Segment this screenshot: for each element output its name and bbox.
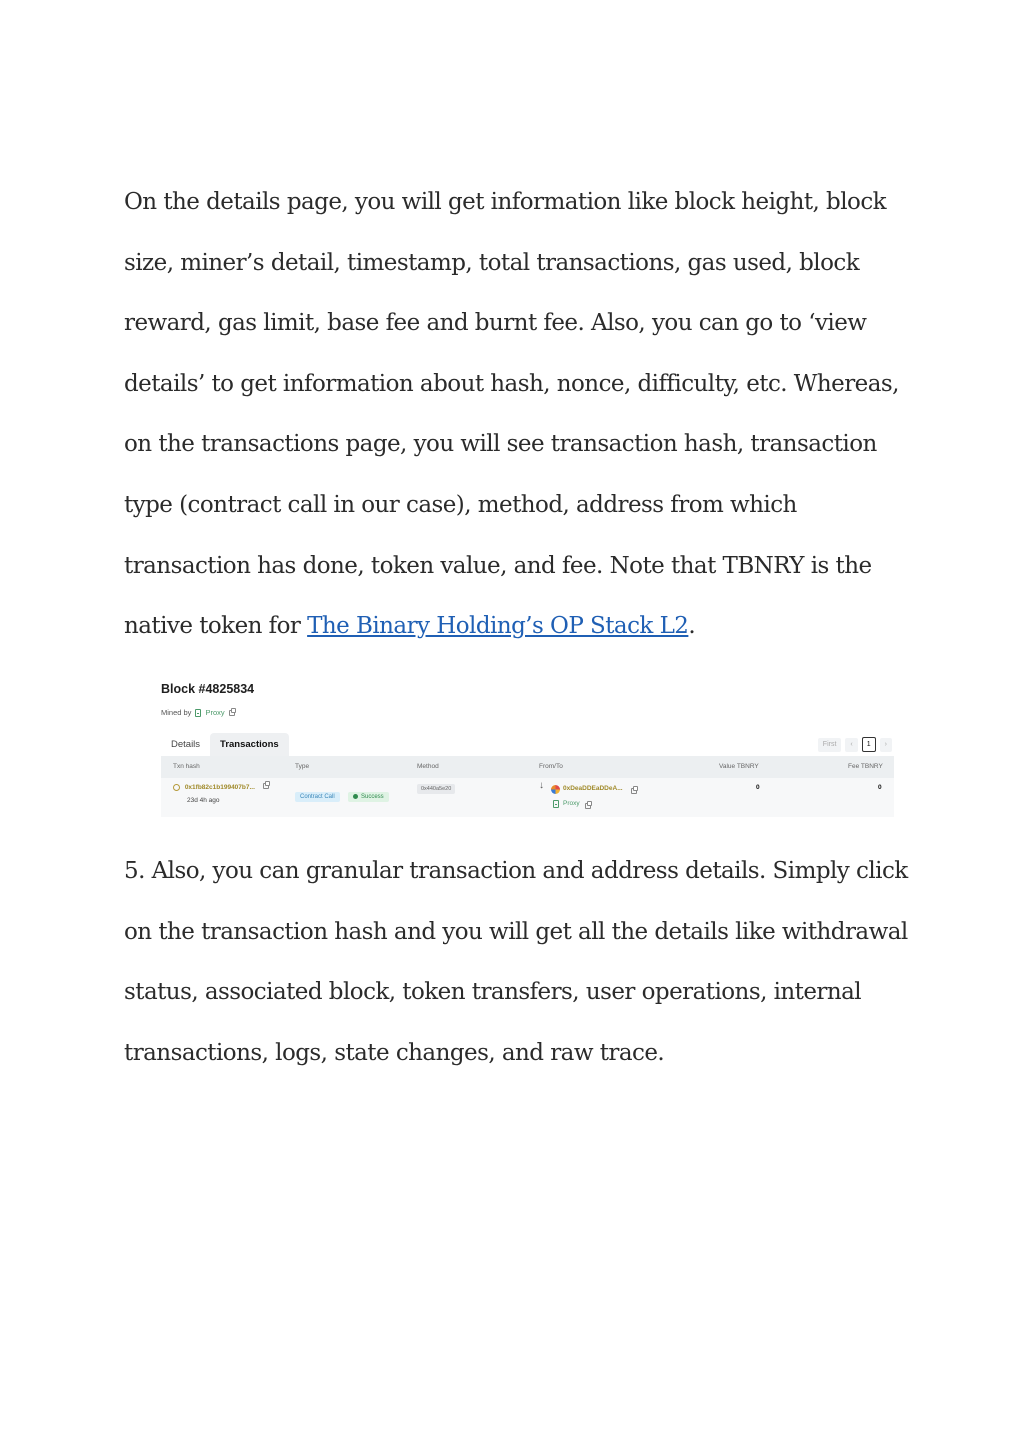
column-header-value: Value TBNRY bbox=[719, 763, 759, 770]
pagination bbox=[818, 737, 892, 752]
from-address-link[interactable]: 0xDeaDDEaDDeA... bbox=[563, 785, 623, 792]
prev-page-button[interactable]: ‹ bbox=[845, 738, 857, 752]
block-transactions-screenshot bbox=[160, 676, 894, 820]
txn-age: 23d 4h ago bbox=[187, 797, 220, 804]
info-icon bbox=[173, 784, 180, 791]
copy-icon[interactable] bbox=[585, 803, 591, 809]
contract-document-icon bbox=[195, 709, 201, 717]
paragraph-period: . bbox=[688, 613, 696, 640]
tab-bar bbox=[161, 733, 289, 756]
column-header-type: Type bbox=[295, 763, 310, 770]
fee-cell: 0 bbox=[878, 784, 882, 791]
address-avatar-icon bbox=[551, 785, 560, 794]
txn-hash-link[interactable]: 0x1fb82c1b199407b7... bbox=[184, 784, 255, 791]
mined-by-row bbox=[161, 708, 235, 717]
method-pill: 0x440a5e20 bbox=[417, 784, 455, 794]
current-page-number[interactable]: 1 bbox=[862, 737, 876, 752]
transactions-table bbox=[161, 756, 894, 817]
column-header-from-to: From/To bbox=[539, 763, 563, 770]
table-header bbox=[161, 756, 894, 778]
block-title: Block #4825834 bbox=[161, 682, 255, 696]
column-header-txn-hash: Txn hash bbox=[173, 763, 200, 770]
first-page-button[interactable]: First bbox=[818, 738, 842, 752]
binary-holding-link[interactable]: The Binary Holding’s OP Stack L2 bbox=[307, 613, 689, 640]
value-cell: 0 bbox=[756, 784, 760, 791]
status-text: Success bbox=[361, 794, 384, 801]
contract-document-icon bbox=[553, 800, 559, 808]
txn-hash-cell bbox=[173, 783, 269, 791]
next-page-button[interactable]: › bbox=[880, 738, 892, 752]
column-header-method: Method bbox=[417, 763, 439, 770]
success-check-icon bbox=[353, 794, 358, 799]
paragraph-details-transactions bbox=[124, 172, 914, 657]
copy-icon[interactable] bbox=[229, 710, 235, 716]
tab-details[interactable]: Details bbox=[171, 739, 201, 750]
type-badge: Contract Call bbox=[295, 792, 340, 802]
copy-icon[interactable] bbox=[631, 788, 637, 794]
to-address-link[interactable]: Proxy bbox=[563, 800, 580, 807]
miner-link[interactable]: Proxy bbox=[205, 708, 225, 717]
mined-by-label: Mined by bbox=[161, 708, 192, 717]
tab-transactions[interactable]: Transactions bbox=[210, 733, 289, 756]
status-badge bbox=[348, 792, 389, 802]
column-header-fee: Fee TBNRY bbox=[848, 763, 883, 770]
paragraph-text: On the details page, you will get information like block height, block size, miner’s detail, timestamp, total transactions, gas used, block reward, gas limit, base fee and burnt fee. Also, you can go to ‘view details’ to get information about hash, nonce, difficulty, etc. Whereas, on the transactions page, you will see transaction hash, transaction type (contract call in our case), method, address from which transaction has done, token value, and fee. Note that TBNRY is the native token for bbox=[124, 189, 899, 640]
copy-icon[interactable] bbox=[263, 783, 269, 789]
paragraph-granular-details: 5. Also, you can granular transaction and address details. Simply click on the transaction hash and you will get all the details like withdrawal status, associated block, token transfers, user operations, internal transactions, logs, state changes, and raw trace. bbox=[124, 858, 908, 1066]
arrow-down-icon: ↓ bbox=[539, 780, 544, 791]
